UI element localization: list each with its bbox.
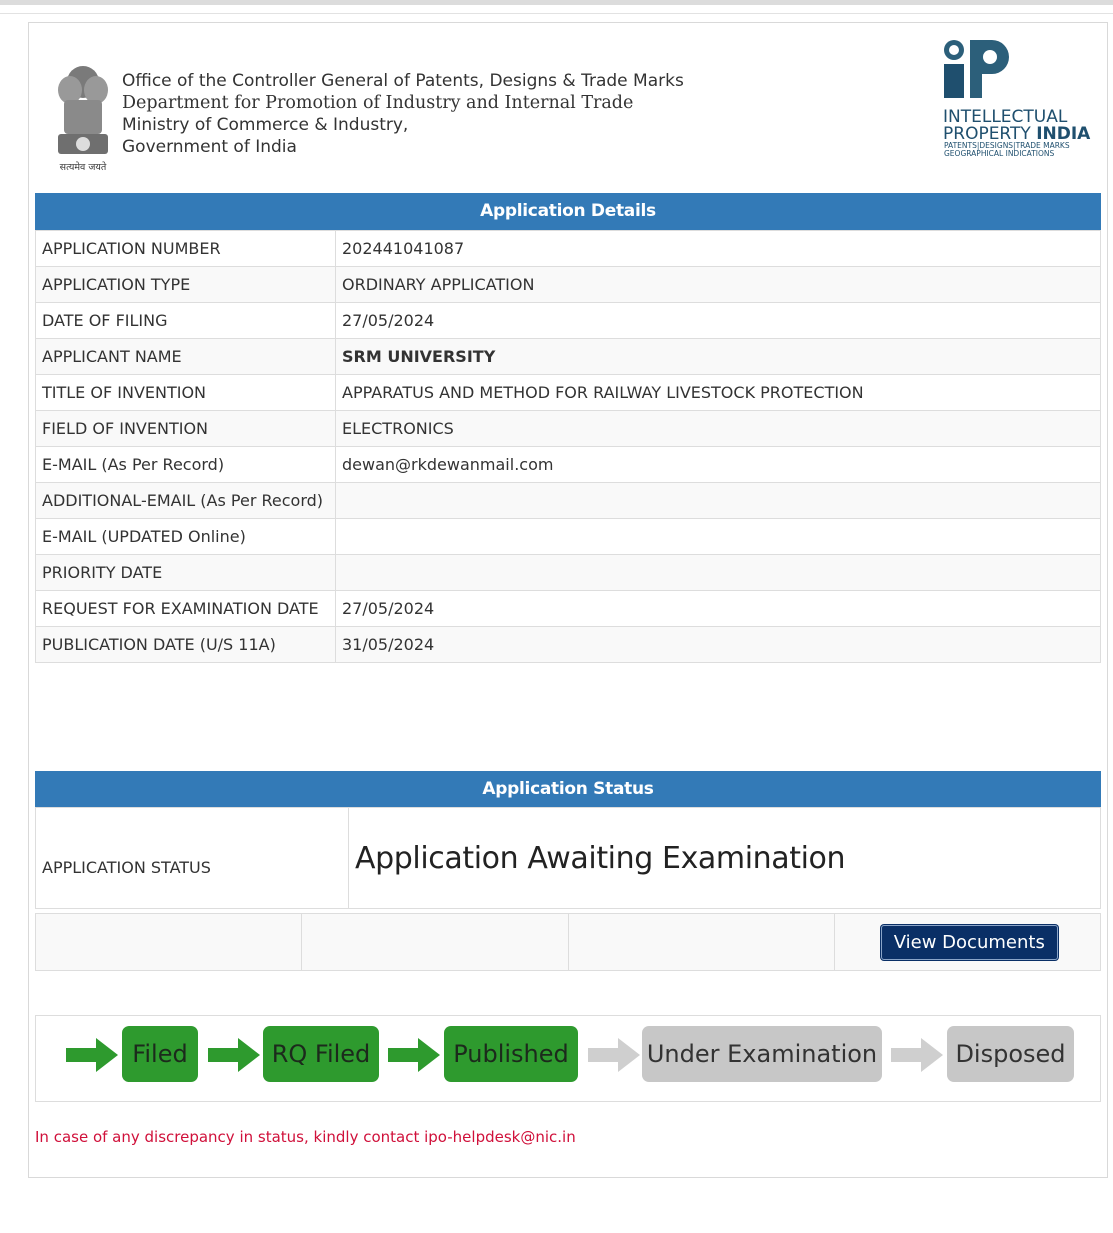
- office-line-4: Government of India: [122, 137, 297, 157]
- details-row: [36, 411, 1101, 447]
- details-row: [36, 303, 1101, 339]
- logo-line-4: GEOGRAPHICAL INDICATIONS: [944, 149, 1055, 158]
- office-line-2: Department for Promotion of Industry and Internal Trade: [122, 93, 634, 113]
- status-label: APPLICATION STATUS: [36, 808, 349, 909]
- details-label: TITLE OF INVENTION: [36, 375, 336, 411]
- application-status-heading: Application Status: [35, 771, 1101, 808]
- details-row: [36, 231, 1101, 267]
- details-label: E-MAIL (As Per Record): [36, 447, 336, 483]
- details-label: DATE OF FILING: [36, 303, 336, 339]
- details-row: [36, 339, 1101, 375]
- details-label: PUBLICATION DATE (U/S 11A): [36, 627, 336, 663]
- logo-line-2a: PROPERTY: [943, 124, 1037, 144]
- flow-step: Under Examination: [642, 1026, 882, 1082]
- status-value: Application Awaiting Examination: [349, 808, 1101, 909]
- details-value: 27/05/2024: [336, 303, 1101, 339]
- flow-step: RQ Filed: [263, 1026, 379, 1082]
- documents-cell-1: [36, 914, 302, 971]
- flow-step: Disposed: [947, 1026, 1074, 1082]
- details-row: [36, 519, 1101, 555]
- documents-cell-2: [302, 914, 568, 971]
- flow-arrow-icon: [891, 1038, 943, 1072]
- details-value: SRM UNIVERSITY: [336, 339, 1101, 375]
- details-value: 202441041087: [336, 231, 1101, 267]
- details-value: [336, 519, 1101, 555]
- documents-cell-3: [568, 914, 834, 971]
- application-details-heading: Application Details: [35, 193, 1101, 230]
- documents-cell-4: [834, 914, 1100, 971]
- office-title-block: [122, 70, 684, 158]
- details-value: ORDINARY APPLICATION: [336, 267, 1101, 303]
- national-emblem-icon: [50, 60, 116, 174]
- details-label: E-MAIL (UPDATED Online): [36, 519, 336, 555]
- details-label: PRIORITY DATE: [36, 555, 336, 591]
- logo-line-2b: INDIA: [1036, 124, 1091, 144]
- view-documents-button[interactable]: View Documents: [881, 925, 1058, 960]
- top-bar: [0, 0, 1113, 5]
- details-label: ADDITIONAL-EMAIL (As Per Record): [36, 483, 336, 519]
- details-value: 27/05/2024: [336, 591, 1101, 627]
- top-divider: [0, 13, 1113, 14]
- details-label: APPLICATION TYPE: [36, 267, 336, 303]
- details-value: [336, 555, 1101, 591]
- logo-line-1: INTELLECTUAL: [943, 107, 1068, 127]
- details-value: [336, 483, 1101, 519]
- details-value: ELECTRONICS: [336, 411, 1101, 447]
- details-label: APPLICATION NUMBER: [36, 231, 336, 267]
- flow-arrow-icon: [388, 1038, 440, 1072]
- flow-step: Published: [444, 1026, 578, 1082]
- office-line-1: Office of the Controller General of Patents, Designs & Trade Marks: [122, 71, 684, 91]
- details-row: [36, 375, 1101, 411]
- details-row: [36, 267, 1101, 303]
- details-value: dewan@rkdewanmail.com: [336, 447, 1101, 483]
- emblem-caption: सत्यमेव जयते: [59, 162, 107, 173]
- application-details-table: [35, 230, 1101, 663]
- details-row: [36, 591, 1101, 627]
- office-line-3: Ministry of Commerce & Industry,: [122, 115, 409, 135]
- flow-step: Filed: [122, 1026, 198, 1082]
- ip-india-logo: [942, 38, 1092, 158]
- details-label: APPLICANT NAME: [36, 339, 336, 375]
- details-row: [36, 627, 1101, 663]
- details-row: [36, 447, 1101, 483]
- flow-arrow-icon: [208, 1038, 260, 1072]
- status-flow: [35, 1015, 1101, 1102]
- flow-arrow-icon: [588, 1038, 640, 1072]
- details-value: 31/05/2024: [336, 627, 1101, 663]
- flow-arrow-icon: [66, 1038, 118, 1072]
- details-label: REQUEST FOR EXAMINATION DATE: [36, 591, 336, 627]
- page-header: [50, 60, 1100, 180]
- status-row: [36, 808, 1101, 909]
- details-row: [36, 555, 1101, 591]
- details-row: [36, 483, 1101, 519]
- application-status-table: [35, 807, 1101, 909]
- details-label: FIELD OF INVENTION: [36, 411, 336, 447]
- helpdesk-contact-note: In case of any discrepancy in status, kindly contact ipo-helpdesk@nic.in: [35, 1128, 576, 1146]
- details-value: APPARATUS AND METHOD FOR RAILWAY LIVESTOCK PROTECTION: [336, 375, 1101, 411]
- documents-row: [35, 913, 1101, 971]
- logo-line-3: PATENTS|DESIGNS|TRADE MARKS: [944, 141, 1070, 150]
